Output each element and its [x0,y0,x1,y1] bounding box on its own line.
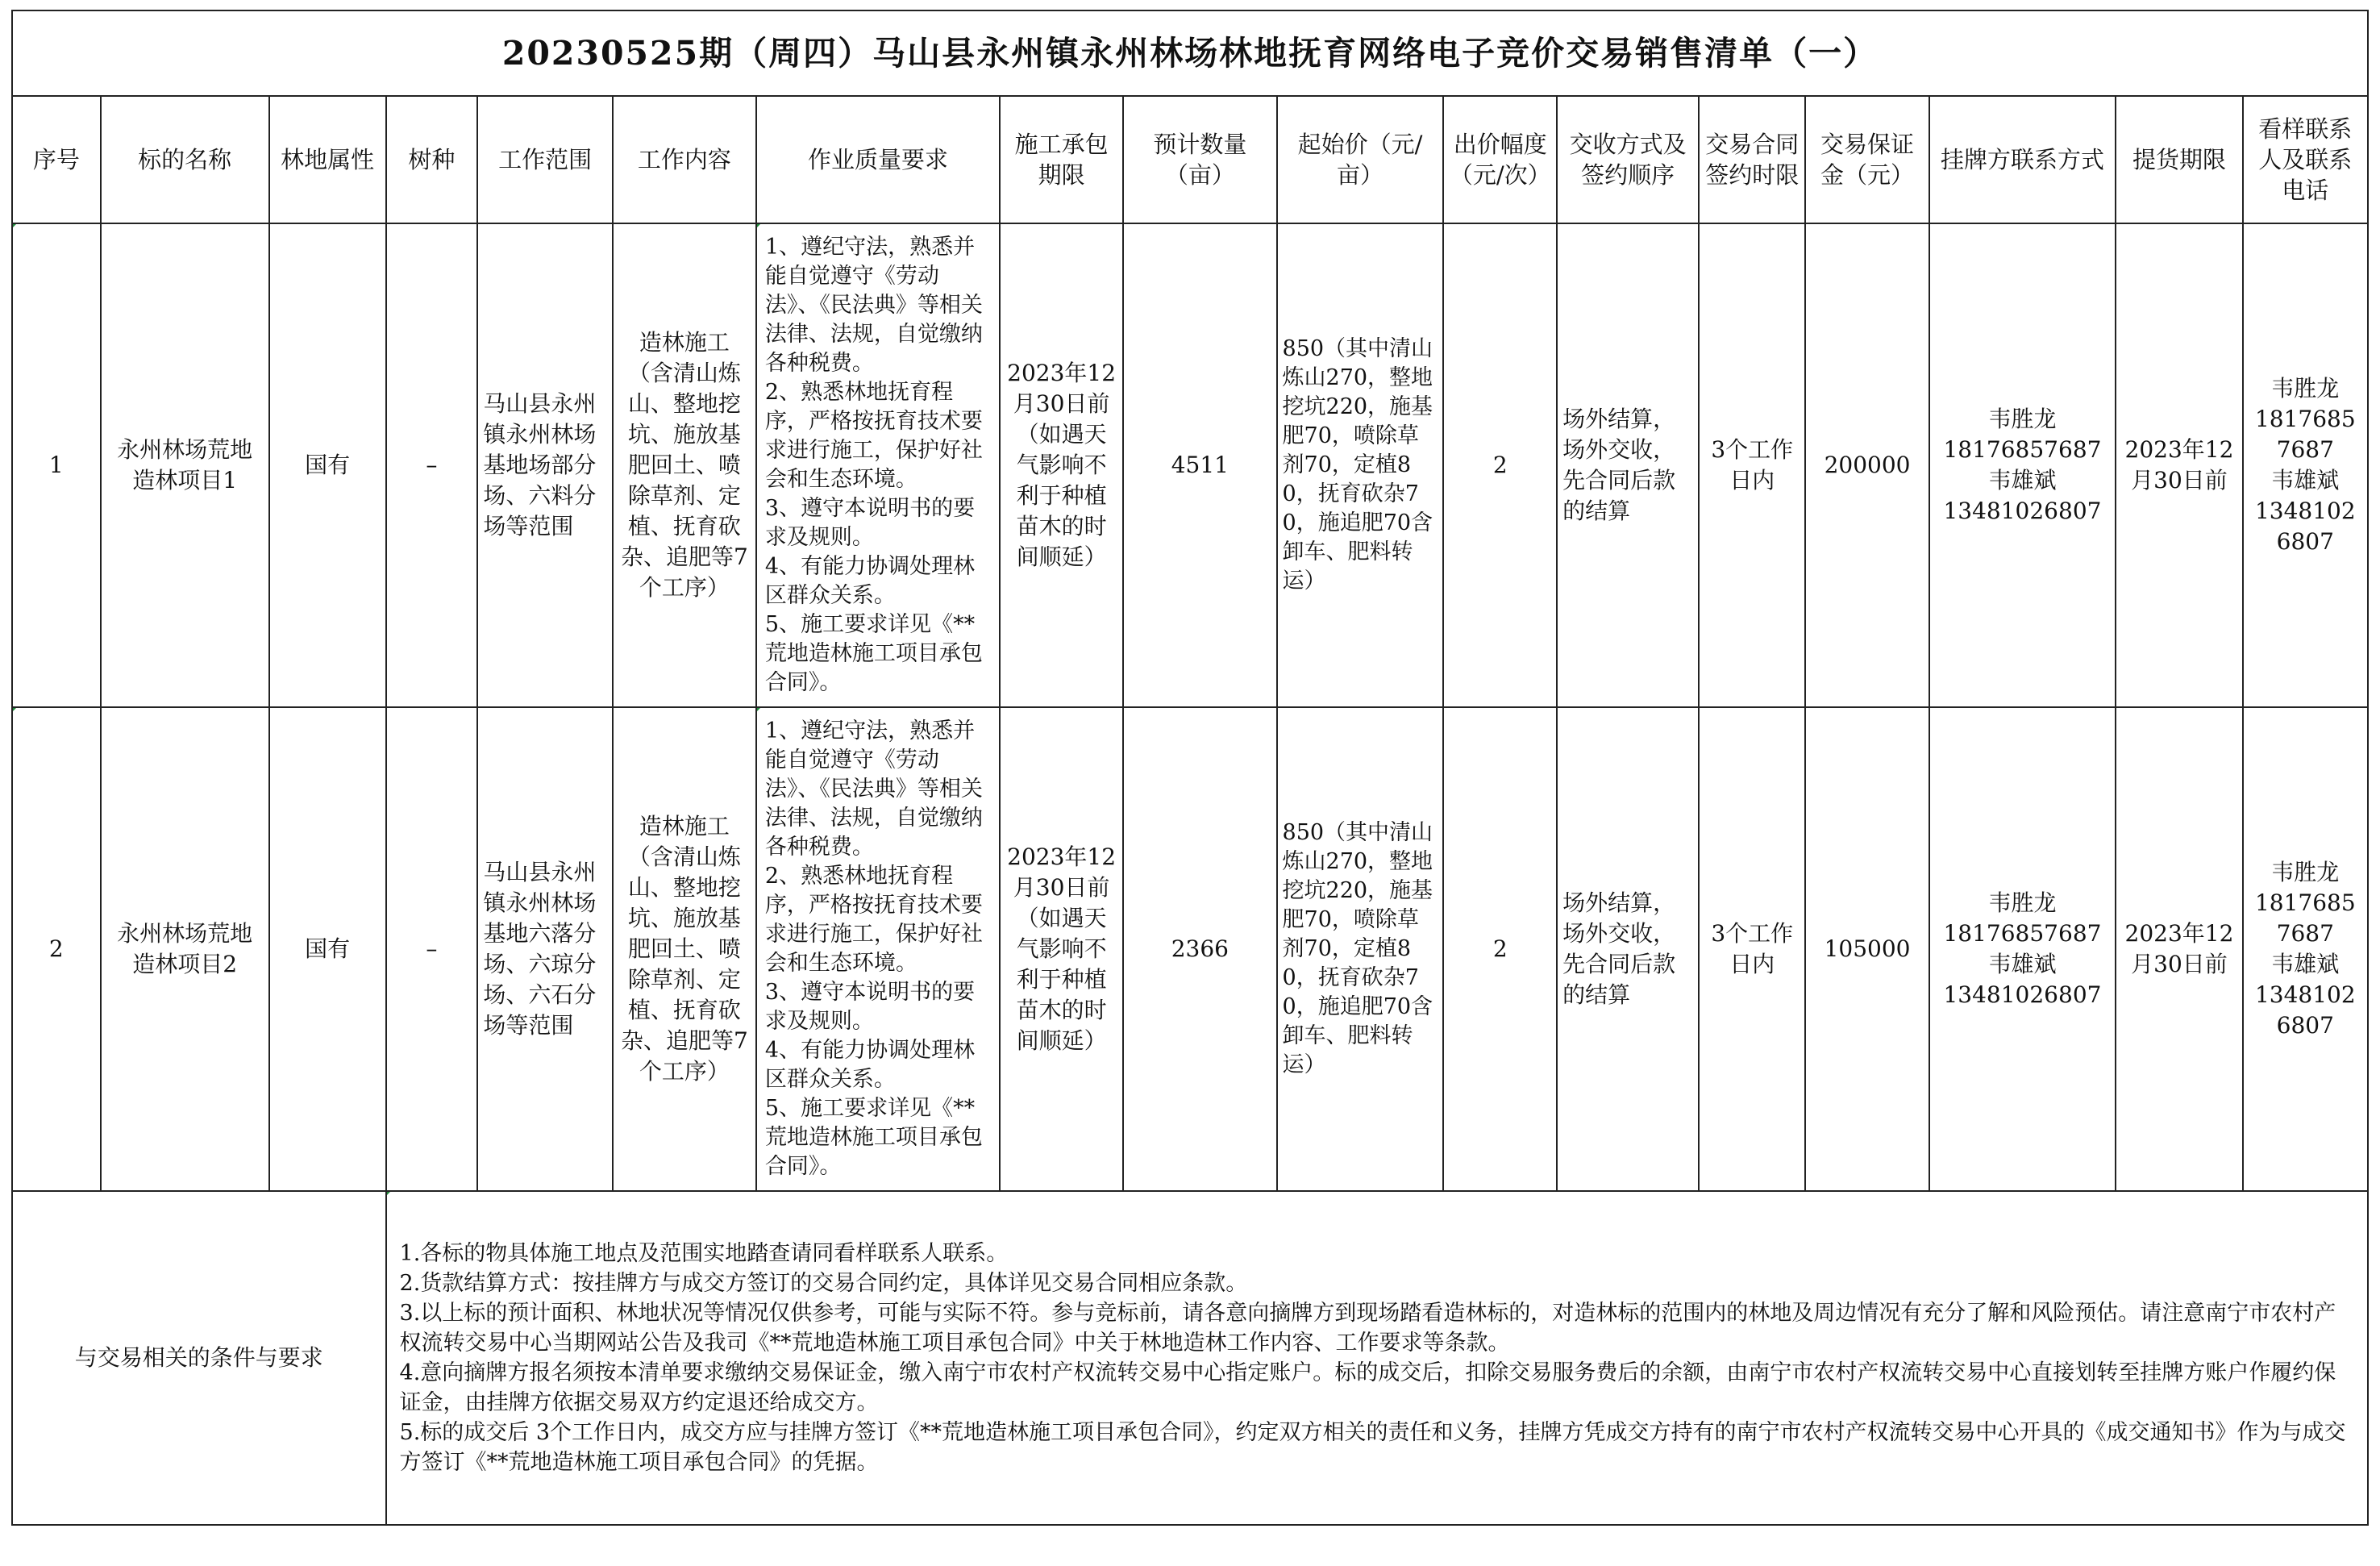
header-increment: 出价幅度（元/次） [1443,96,1557,223]
contact-line: 18176857687 [1943,920,2102,947]
contact-line: 韦胜龙 [1988,889,2057,916]
cell-settle: 场外结算，场外交收，先合同后款的结算 [1557,223,1699,707]
condition-item: 5.标的成交后 3个工作日内，成交方应与挂牌方签订《**荒地造林施工项目承包合同》，约定双方相关的责任和义务，挂牌方凭成交方持有的南宁市农村产权流转交易中心开具的《成交通知书》作为与成交方签订《**荒地造林施工项目承包合同》的凭据。 [399,1420,2346,1475]
table-row [12,223,2368,707]
header-contact: 挂牌方联系方式 [1929,96,2116,223]
condition-item: 2.货款结算方式：按挂牌方与成交方签订的交易合同约定，具体详见交易合同相应条款。 [399,1271,1248,1296]
header-content: 工作内容 [613,96,756,223]
cell-deposit: 105000 [1805,707,1929,1191]
quality-item: 4、有能力协调处理林区群众关系。 [764,554,976,608]
conditions-label: 与交易相关的条件与要求 [12,1191,386,1525]
conditions-text [386,1191,2368,1525]
header-scope: 工作范围 [477,96,613,223]
cell-contact [1929,223,2116,707]
cell-seq: 1 [12,223,101,707]
quality-item: 1、遵纪守法，熟悉并能自觉遵守《劳动法》、《民法典》等相关法律、法规，自觉缴纳各种税费。 [764,718,983,860]
cell-quantity: 4511 [1123,223,1276,707]
header-quality: 作业质量要求 [756,96,1000,223]
contact-line: 13481026807 [1943,498,2102,524]
cell-quality [756,223,1000,707]
quality-item: 4、有能力协调处理林区群众关系。 [764,1038,976,1092]
viewer-line: 韦胜龙 [2271,859,2340,885]
cell-scope: 马山县永州镇永州林场基地六落分场、六琼分场、六石分场等范围 [477,707,613,1191]
cell-sign: 3个工作日内 [1699,707,1805,1191]
condition-item: 4.意向摘牌方报名须按本清单要求缴纳交易保证金，缴入南宁市农村产权流转交易中心指定账户。标的成交后，扣除交易服务费后的余额，由南宁市农村产权流转交易中心直接划转至挂牌方账户作履约保证金，由挂牌方依据交易双方约定退还给成交方。 [399,1360,2336,1415]
quality-item: 5、施工要求详见《**荒地造林施工项目承包合同》。 [764,612,983,695]
cell-price: 850（其中清山炼山270，整地挖坑220，施基肥70，喷除草剂70，定植80，抚育砍杂70，施追肥70含卸车、肥料转运） [1277,223,1444,707]
quality-item: 3、遵守本说明书的要求及规则。 [764,496,976,550]
cell-tree: – [386,223,478,707]
contact-line: 18176857687 [1943,436,2102,463]
contact-line: 韦雄斌 [1988,467,2057,494]
header-tree: 树种 [386,96,478,223]
cell-deposit: 200000 [1805,223,1929,707]
viewer-line: 13481026807 [2254,981,2356,1039]
contact-line: 13481026807 [1943,981,2102,1008]
header-settle: 交收方式及签约顺序 [1557,96,1699,223]
cell-viewer [2243,223,2368,707]
header-pickup: 提货期限 [2116,96,2242,223]
quality-item: 1、遵纪守法，熟悉并能自觉遵守《劳动法》、《民法典》等相关法律、法规，自觉缴纳各种税费。 [764,235,983,376]
header-land: 林地属性 [269,96,386,223]
cell-content: 造林施工（含清山炼山、整地挖坑、施放基肥回土、喷除草剂、定植、抚育砍杂、追肥等7个工序） [613,707,756,1191]
cell-price: 850（其中清山炼山270，整地挖坑220，施基肥70，喷除草剂70，定植80，抚育砍杂70，施追肥70含卸车、肥料转运） [1277,707,1444,1191]
viewer-line: 韦胜龙 [2271,375,2340,402]
cell-content: 造林施工（含清山炼山、整地挖坑、施放基肥回土、喷除草剂、定植、抚育砍杂、追肥等7个工序） [613,223,756,707]
header-price: 起始价（元/亩） [1277,96,1444,223]
cell-tree: – [386,707,478,1191]
cell-period: 2023年12月30日前（如遇天气影响不利于种植苗木的时间顺延） [1000,707,1123,1191]
cell-pickup: 2023年12月30日前 [2116,223,2242,707]
table-row [12,707,2368,1191]
viewer-line: 18176857687 [2254,406,2356,463]
quality-item: 3、遵守本说明书的要求及规则。 [764,980,976,1034]
quality-item: 2、熟悉林地抚育程序，严格按抚育技术要求进行施工，保护好社会和生态环境。 [764,380,983,492]
header-viewer: 看样联系人及联系电话 [2243,96,2368,223]
cell-name: 永州林场荒地造林项目1 [101,223,269,707]
cell-land: 国有 [269,223,386,707]
cell-period: 2023年12月30日前（如遇天气影响不利于种植苗木的时间顺延） [1000,223,1123,707]
header-period: 施工承包期限 [1000,96,1123,223]
cell-quality [756,707,1000,1191]
cell-name: 永州林场荒地造林项目2 [101,707,269,1191]
viewer-line: 18176857687 [2254,889,2356,947]
quality-item: 5、施工要求详见《**荒地造林施工项目承包合同》。 [764,1096,983,1179]
cell-seq: 2 [12,707,101,1191]
header-quantity: 预计数量（亩） [1123,96,1276,223]
viewer-line: 13481026807 [2254,498,2356,555]
contact-line: 韦雄斌 [1988,951,2057,977]
header-row [12,96,2368,223]
condition-item: 3.以上标的预计面积、林地状况等情况仅供参考，可能与实际不符。参与竞标前，请各意向摘牌方到现场踏看造林标的，对造林标的范围内的林地及周边情况有充分了解和风险预估。请注意南宁市农村产权流转交易中心当期网站公告及我司《**荒地造林施工项目承包合同》中关于林地造林工作内容、工作要求等条款。 [399,1301,2336,1356]
quality-item: 2、熟悉林地抚育程序，严格按抚育技术要求进行施工，保护好社会和生态环境。 [764,864,983,976]
viewer-line: 韦雄斌 [2271,951,2340,977]
cell-settle: 场外结算，场外交收，先合同后款的结算 [1557,707,1699,1191]
header-name: 标的名称 [101,96,269,223]
condition-item: 1.各标的物具体施工地点及范围实地踏查请同看样联系人联系。 [399,1241,1009,1266]
cell-increment: 2 [1443,707,1557,1191]
document-title: 20230525期（周四）马山县永州镇永州林场林地抚育网络电子竞价交易销售清单（一） [12,10,2368,96]
header-deposit: 交易保证金（元） [1805,96,1929,223]
contact-line: 韦胜龙 [1988,406,2057,432]
cell-increment: 2 [1443,223,1557,707]
cell-quantity: 2366 [1123,707,1276,1191]
cell-contact [1929,707,2116,1191]
conditions-row [12,1191,2368,1525]
cell-pickup: 2023年12月30日前 [2116,707,2242,1191]
header-seq: 序号 [12,96,101,223]
viewer-line: 韦雄斌 [2271,467,2340,494]
cell-viewer [2243,707,2368,1191]
cell-land: 国有 [269,707,386,1191]
header-sign: 交易合同签约时限 [1699,96,1805,223]
cell-sign: 3个工作日内 [1699,223,1805,707]
sales-list-table [11,10,2369,1526]
cell-scope: 马山县永州镇永州林场基地场部分场、六料分场等范围 [477,223,613,707]
